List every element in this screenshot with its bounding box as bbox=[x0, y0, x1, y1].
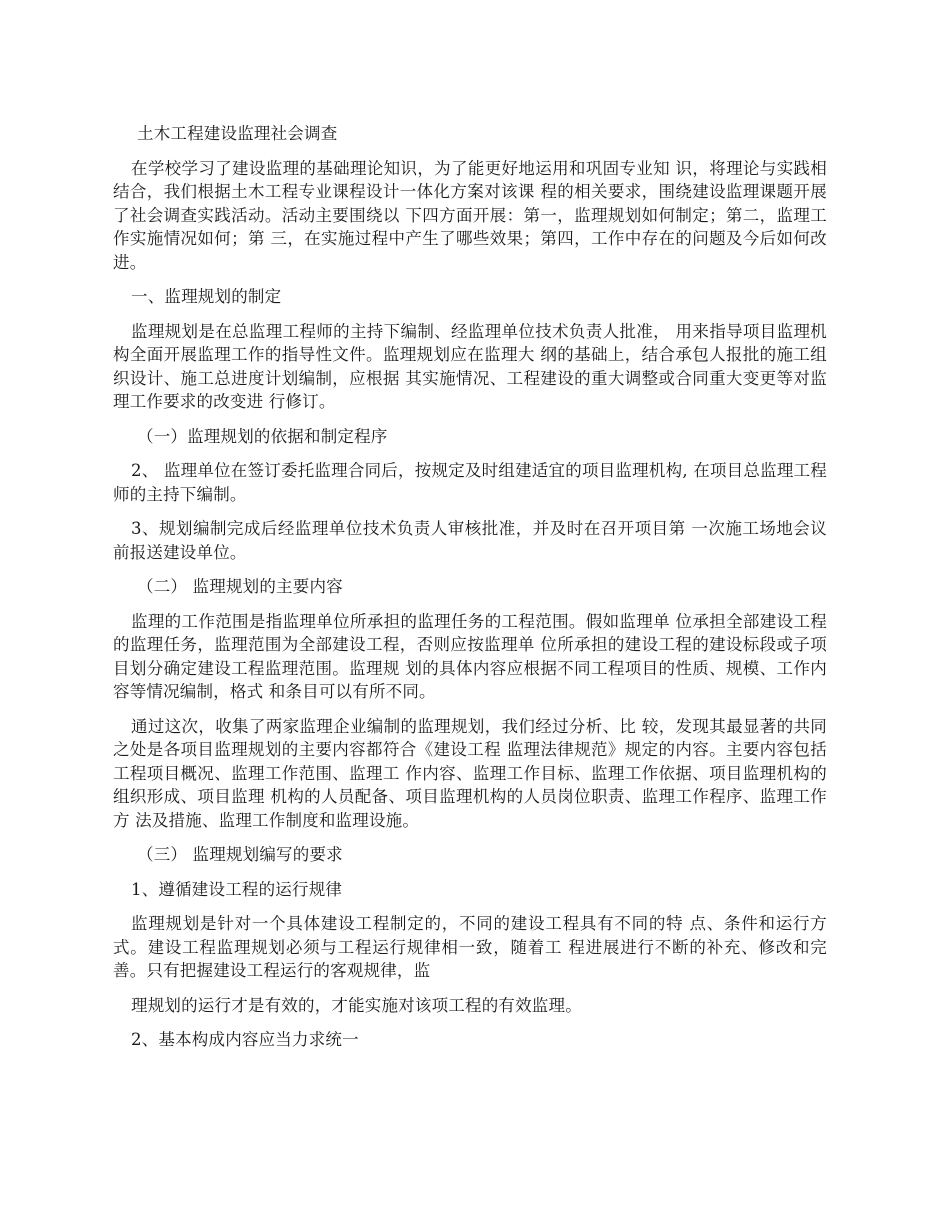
paragraph-operation-rules-cont: 理规划的运行才是有效的，才能实施对该项工程的有效监理。 bbox=[131, 995, 582, 1015]
document-body bbox=[113, 122, 827, 1063]
paragraph-planning-definition: 监理规划是在总监理工程师的主持下编制、经监理单位技术负责人批准， 用来指导项目监理机构全面开展监理工作的指导性文件。监理规划应在监理大 纲的基础上，结合承包人报批的施工组织设计、施工总进度计划编制，应根据 其实施情况、工程建设的重大调整或合同重大变更等对监理工作要求的改变进 行修订。 bbox=[113, 321, 827, 411]
subsection-heading-2: （二） 监理规划的主要内容 bbox=[137, 577, 343, 596]
paragraph-scope: 监理的工作范围是指监理单位所承担的监理任务的工程范围。假如监理单 位承担全部建设工程的监理任务，监理范围为全部建设工程，否则应按监理单 位所承担的建设工程的建设标段或子项目划分确定建设工程监理范围。监理规 划的具体内容应根据不同工程项目的性质、规模、工作内容等情况编制，格式 和条目可以有所不同。 bbox=[113, 611, 827, 701]
document-title: 土木工程建设监理社会调查 bbox=[137, 124, 338, 143]
paragraph-item-2: 2、 监理单位在签订委托监理合同后，按规定及时组建适宜的项目监理机构, 在项目总监理工程师的主持下编制。 bbox=[113, 461, 827, 504]
paragraph-requirement-2: 2、基本构成内容应当力求统一 bbox=[131, 1030, 359, 1049]
subsection-heading-3: （三） 监理规划编写的要求 bbox=[137, 845, 343, 864]
paragraph-operation-rules: 监理规划是针对一个具体建设工程制定的，不同的建设工程具有不同的特 点、条件和运行方式。建设工程监理规划必须与工程运行规律相一致，随着工 程进展进行不断的补充、修改和完善。只有把握建设工程运行的客观规律，监 bbox=[113, 914, 827, 980]
section-heading-1: 一、监理规划的制定 bbox=[131, 287, 282, 306]
paragraph-item-3: 3、规划编制完成后经监理单位技术负责人审核批准，并及时在召开项目第 一次施工场地会议前报送建设单位。 bbox=[113, 519, 827, 562]
paragraph-requirement-1: 1、遵循建设工程的运行规律 bbox=[131, 879, 343, 899]
paragraph-intro: 在学校学习了建设监理的基础理论知识，为了能更好地运用和巩固专业知 识，将理论与实践相结合，我们根据土木工程专业课程设计一体化方案对该课 程的相关要求，围绕建设监理课题开展了社会调查实践活动。活动主要围绕以 下四方面开展：第一，监理规划如何制定；第二，监理工作实施情况如何；第 三，在实施过程中产生了哪些效果；第四，工作中存在的问题及今后如何改进。 bbox=[113, 158, 827, 272]
subsection-heading-1: （一）监理规划的依据和制定程序 bbox=[137, 426, 388, 446]
paragraph-survey-findings: 通过这次，收集了两家监理企业编制的监理规划，我们经过分析、比 较，发现其最显著的共同之处是各项目监理规划的主要内容都符合《建设工程 监理法律规范》规定的内容。主要内容包括工程项目概况、监理工作范围、监理工 作内容、监理工作目标、监理工作依据、项目监理机构的组织形成、项目监理 机构的人员配备、项目监理机构的人员岗位职责、监理工作程序、监理工作方 法及措施、监理工作制度和监理设施。 bbox=[113, 716, 827, 830]
